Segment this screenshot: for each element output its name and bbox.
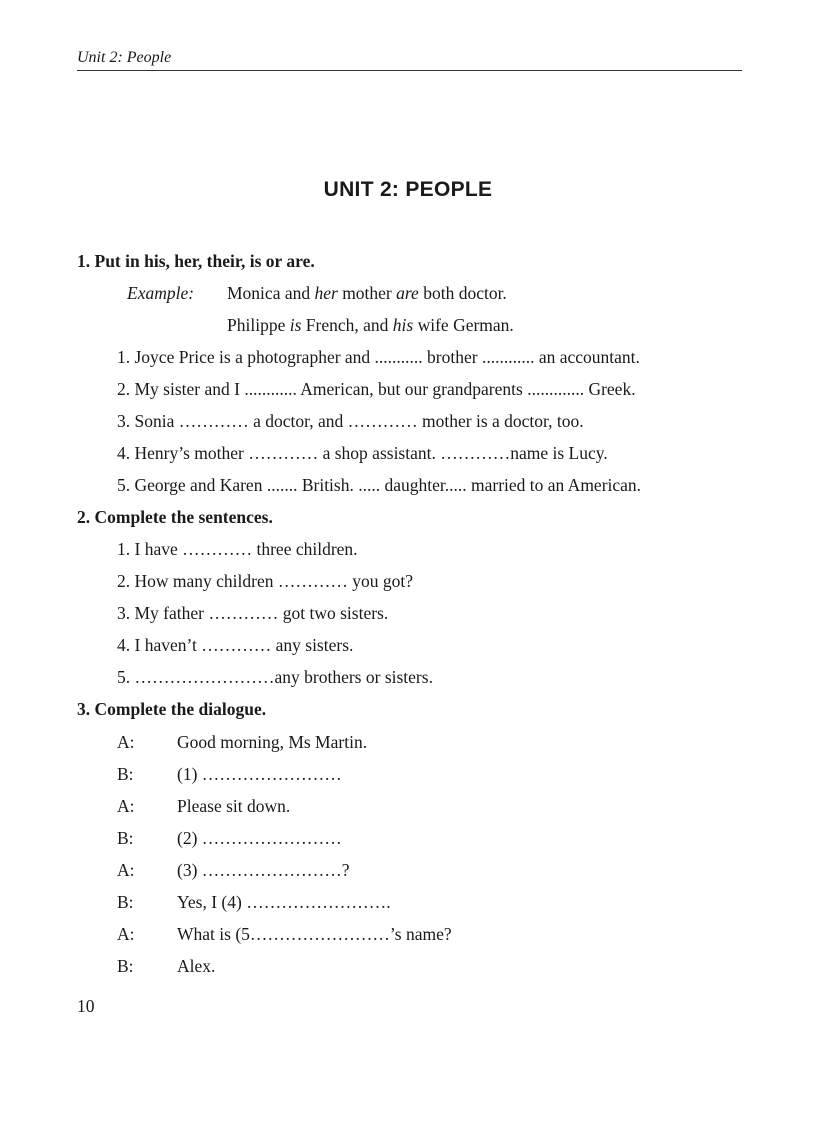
dialogue-line: What is (5……………………’s name?	[177, 924, 452, 944]
exercise-3-heading: 3. Complete the dialogue.	[77, 699, 267, 719]
exercise-1-item: 5. George and Karen ....... British. ..... daughter..... married to an American.	[117, 475, 642, 495]
dialogue-speaker: B:	[117, 828, 134, 848]
exercise-1-item: 2. My sister and I ............ American, but our grandparents ............. Greek.	[117, 379, 636, 399]
dialogue-line: (3) ……………………?	[177, 860, 350, 880]
example-label: Example:	[127, 283, 195, 303]
dialogue-speaker: A:	[117, 796, 135, 816]
dialogue-speaker: A:	[117, 732, 135, 752]
exercise-2-item: 5. ……………………any brothers or sisters.	[117, 667, 433, 687]
dialogue-line: Please sit down.	[177, 796, 291, 816]
page-title: UNIT 2: PEOPLE	[323, 178, 493, 201]
dialogue-speaker: A:	[117, 924, 135, 944]
exercise-1-item: 3. Sonia ………… a doctor, and ………… mother is a doctor, too.	[117, 411, 584, 431]
exercise-1-item: 1. Joyce Price is a photographer and ........... brother ............ an accountant.	[117, 347, 640, 367]
dialogue-speaker: A:	[117, 860, 135, 880]
page-number: 10	[77, 996, 95, 1016]
dialogue-speaker: B:	[117, 956, 134, 976]
example-line-2: Philippe is French, and his wife German.	[227, 315, 514, 335]
dialogue-line: Good morning, Ms Martin.	[177, 732, 368, 752]
dialogue-line: (1) ……………………	[177, 764, 342, 784]
running-header	[77, 48, 742, 71]
exercise-2-item: 3. My father ………… got two sisters.	[117, 603, 389, 623]
exercise-2-heading: 2. Complete the sentences.	[77, 507, 273, 527]
dialogue-speaker: B:	[117, 764, 134, 784]
dialogue-line: Yes, I (4) …………………….	[177, 892, 391, 912]
example-line-1: Monica and her mother are both doctor.	[227, 283, 507, 303]
exercise-1-heading: 1. Put in his, her, their, is or are.	[77, 251, 315, 271]
dialogue-speaker: B:	[117, 892, 134, 912]
dialogue-line: Alex.	[177, 956, 216, 976]
exercise-1-item: 4. Henry’s mother ………… a shop assistant. …………name is Lucy.	[117, 443, 608, 463]
exercise-2-item: 1. I have ………… three children.	[117, 539, 358, 559]
exercise-2-item: 4. I haven’t ………… any sisters.	[117, 635, 354, 655]
exercise-2-item: 2. How many children ………… you got?	[117, 571, 413, 591]
dialogue-line: (2) ……………………	[177, 828, 342, 848]
running-title: Unit 2: People	[77, 49, 172, 66]
